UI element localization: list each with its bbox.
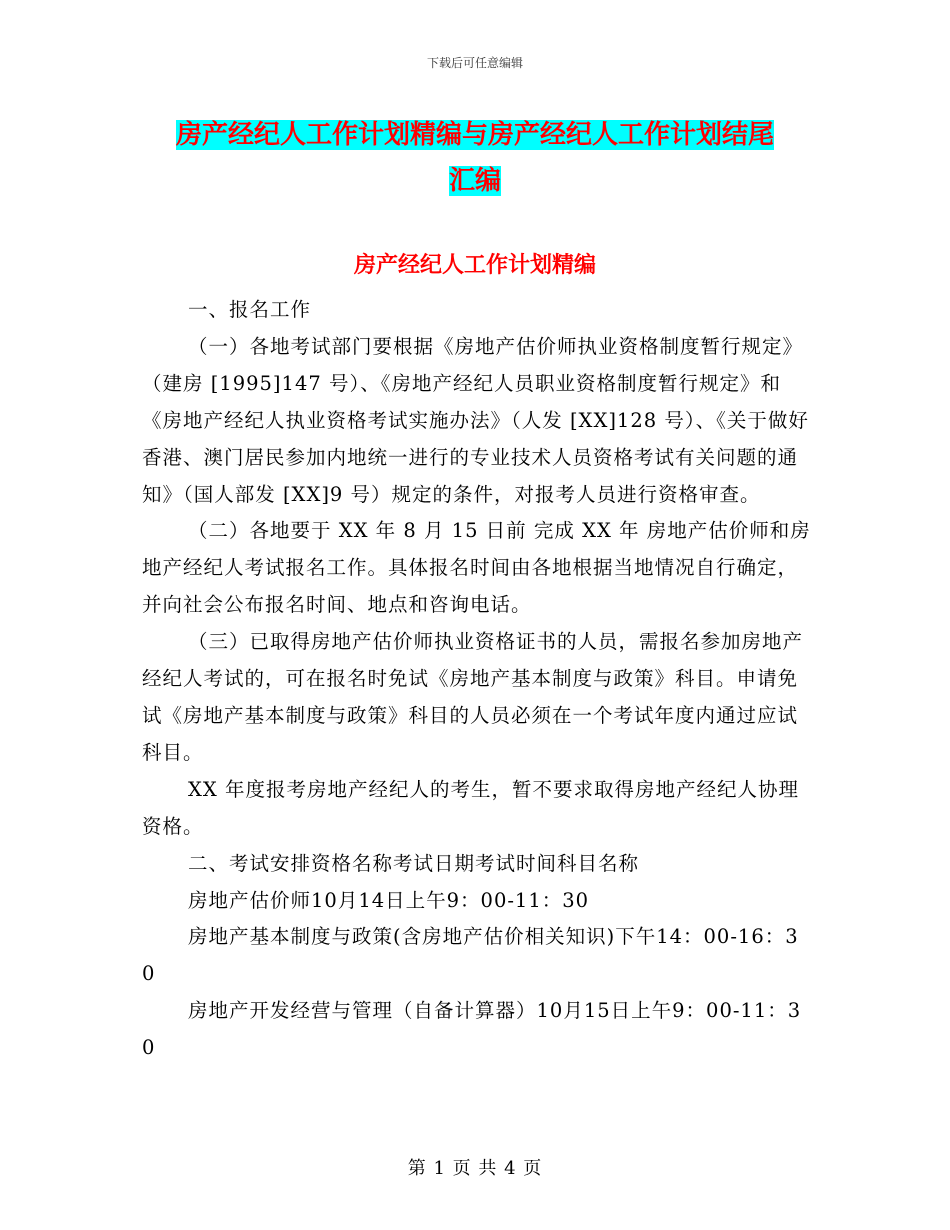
body-text [142,292,812,1067]
heading-exam-arrangement: 二、考试安排资格名称考试日期考试时间科目名称 [188,851,640,875]
paragraph: （二）各地要于 XX 年 8 月 15 日前 完成 XX 年 房地产估价师和房地产经纪人考试报名工作。具体报名时间由各地根据当地情况自行确定，并向社会公布报名时间、地点和咨询电话。 [142,519,811,617]
header-note: 下载后可任意编辑 [426,56,523,70]
document-title-line-2: 汇编 [448,166,501,196]
document-title-line-1: 房产经纪人工作计划精编与房产经纪人工作计划结尾 [175,120,774,150]
section-title: 房产经纪人工作计划精编 [353,253,596,278]
exam-schedule-item: 房地产估价师10月14日上午9：00-11：30 [188,888,590,912]
heading-registration: 一、报名工作 [188,298,312,321]
document-title [140,112,810,204]
paragraph: （三）已取得房地产估价师执业资格证书的人员，需报名参加房地产经纪人考试的，可在报名时免试《房地产基本制度与政策》科目。申请免试《房地产基本制度与政策》科目的人员必须在一个考试年度内通过应试科目。 [142,630,804,764]
exam-schedule-item: 房地产开发经营与管理（自备计算器）10月15日上午9：00-11：30 [142,999,802,1060]
paragraph: XX 年度报考房地产经纪人的考生，暂不要求取得房地产经纪人协理资格。 [142,777,799,838]
page-footer: 第 1 页 共 4 页 [407,1158,543,1179]
exam-schedule-item: 房地产基本制度与政策(含房地产估价相关知识)下午14：00-16：30 [142,925,799,986]
paragraph: （一）各地考试部门要根据《房地产估价师执业资格制度暂行规定》（建房 [1995]147 号）、《房地产经纪人员职业资格制度暂行规定》和《房地产经纪人执业资格考试实施办法》（人发 [XX]128 号）、《关于做好香港、澳门居民参加内地统一进行的专业技术人员资格考试有关问题的通知》（国人部发 [XX]9 号）规定的条件，对报考人员进行资格审查。 [142,334,809,506]
